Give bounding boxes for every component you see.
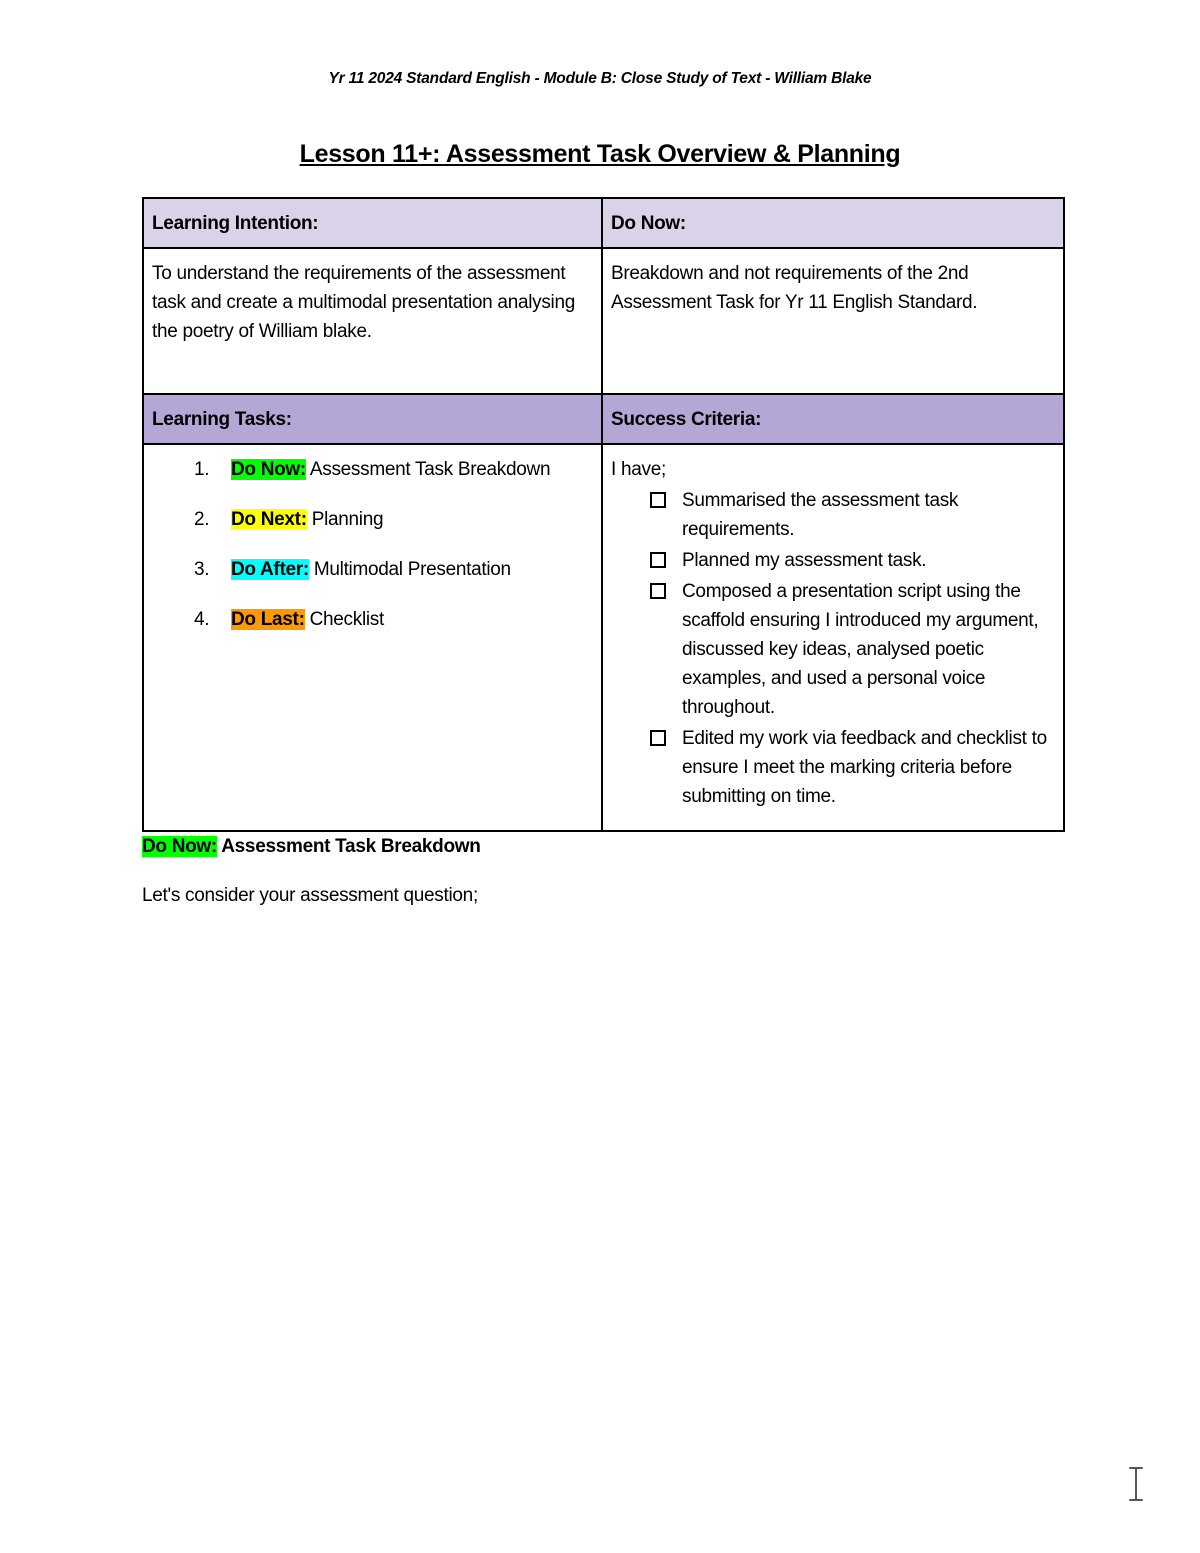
task-label: Do After:	[231, 559, 309, 580]
criterion-text: Planned my assessment task.	[682, 550, 927, 571]
list-number: 4.	[194, 609, 210, 630]
list-item	[682, 577, 1055, 722]
list-number: 2.	[194, 509, 210, 530]
section-intro: Let's consider your assessment question;	[142, 885, 478, 906]
task-label: Do Last:	[231, 609, 305, 630]
task-text: Checklist	[309, 609, 384, 630]
task-label: Do Next:	[231, 509, 307, 530]
table-header-row	[143, 394, 1064, 444]
table-header-row	[143, 198, 1064, 248]
section-heading-text: Assessment Task Breakdown	[221, 836, 481, 857]
success-criteria-label: Success Criteria:	[602, 394, 1064, 444]
page-title: Lesson 11+: Assessment Task Overview & Planning	[299, 140, 901, 168]
list-number: 3.	[194, 559, 210, 580]
running-header: Yr 11 2024 Standard English - Module B: Close Study of Text - William Blake	[328, 70, 872, 87]
success-criteria-list	[611, 486, 1055, 811]
list-item	[194, 605, 593, 634]
do-now-text: Breakdown and not requirements of the 2nd Assessment Task for Yr 11 English Standard.	[602, 248, 1064, 394]
learning-tasks-list	[152, 455, 593, 634]
learning-intention-label: Learning Intention:	[143, 198, 602, 248]
list-item	[682, 486, 1055, 544]
criteria-intro: I have;	[611, 459, 666, 480]
empty-checkbox-icon[interactable]	[650, 583, 666, 599]
empty-checkbox-icon[interactable]	[650, 552, 666, 568]
empty-checkbox-icon[interactable]	[650, 730, 666, 746]
table-row	[143, 248, 1064, 394]
list-number: 1.	[194, 459, 210, 480]
learning-tasks-cell	[143, 444, 602, 831]
text-cursor-icon	[1126, 1466, 1146, 1502]
empty-checkbox-icon[interactable]	[650, 492, 666, 508]
learning-intention-text: To understand the requirements of the assessment task and create a multimodal presentation analysing the poetry of William blake.	[143, 248, 602, 394]
section-heading	[142, 832, 481, 861]
criterion-text: Summarised the assessment task requirements.	[682, 490, 959, 540]
list-item	[682, 546, 1055, 575]
do-now-label: Do Now:	[602, 198, 1064, 248]
list-item	[194, 455, 593, 484]
learning-tasks-label: Learning Tasks:	[143, 394, 602, 444]
task-text: Multimodal Presentation	[313, 559, 511, 580]
list-item	[194, 555, 593, 584]
lesson-plan-table	[142, 197, 1065, 832]
task-label: Do Now:	[231, 459, 306, 480]
table-row	[143, 444, 1064, 831]
list-item	[194, 505, 593, 534]
criterion-text: Edited my work via feedback and checklist to ensure I meet the marking criteria before submitting on time.	[682, 728, 1047, 807]
list-item	[682, 724, 1055, 811]
criterion-text: Composed a presentation script using the scaffold ensuring I introduced my argument, discussed key ideas, analysed poetic examples, and used a personal voice throughout.	[682, 581, 1039, 718]
success-criteria-cell	[602, 444, 1064, 831]
task-text: Planning	[311, 509, 384, 530]
section-label: Do Now:	[142, 836, 217, 857]
task-text: Assessment Task Breakdown	[309, 459, 551, 480]
